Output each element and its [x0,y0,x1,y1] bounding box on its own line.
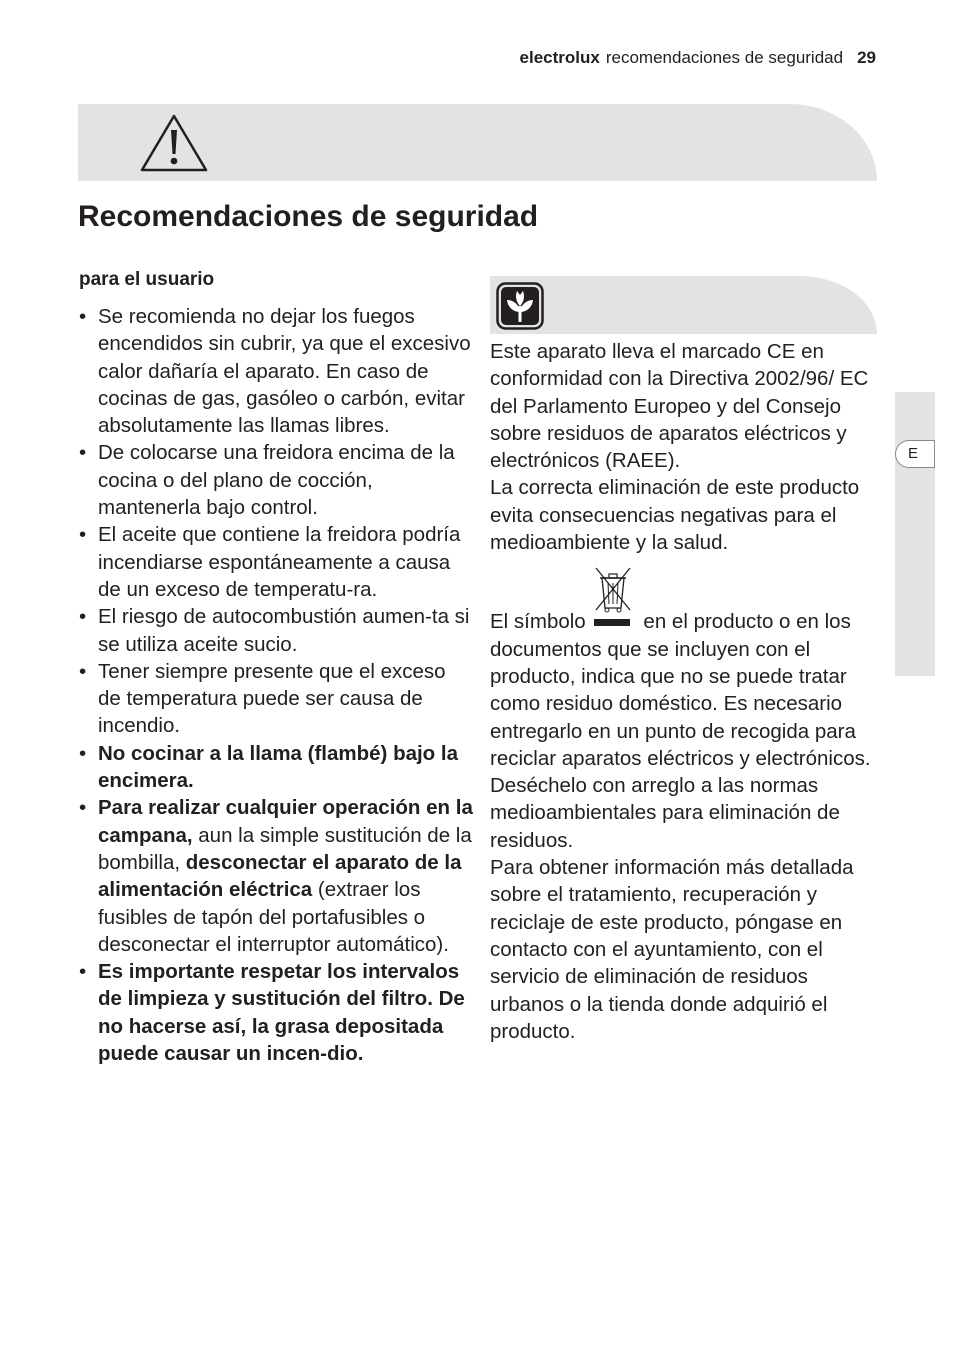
disposal-paragraph: La correcta eliminación de este producto evita consecuencias negativas para el medioambiente y la salud. [490,476,860,555]
bullet-list [79,303,474,1067]
list-item [79,439,474,521]
list-item [79,740,474,795]
bullet-text: Tener siempre presente que el exceso de temperatura puede ser causa de incendio. [98,659,446,738]
environment-banner [490,276,877,334]
bullet-text: El aceite que contiene la freidora podría incendiarse espontáneamente a causa de un exceso de temperatu-ra. [98,523,461,601]
user-recommendations [79,266,474,1067]
list-item [79,603,474,658]
page-title: Recomendaciones de seguridad [78,200,539,233]
list-item [79,521,474,603]
list-item [79,658,474,740]
list-item [79,958,474,1067]
bullet-text-bold: Para realizar cualquier operación en la campana, [98,796,473,847]
side-language-tab [895,392,935,676]
environment-info [490,338,880,1045]
symbol-paragraph [490,608,880,772]
ce-marking-paragraph: Este aparato lleva el marcado CE en conformidad con la Directiva 2002/96/ EC del Parlamento Europeo y del Consejo sobre residuos de aparatos eléctricos y electrónicos (RAEE). [490,340,869,473]
header-section: recomendaciones de seguridad [605,48,844,67]
brand-name: electrolux [519,48,600,67]
section-subheading: para el usuario [79,269,215,290]
language-marker: E [895,440,935,468]
bullet-text-bold: No cocinar a la llama (flambé) bajo la encimera. [98,741,459,793]
page-header [520,48,876,68]
symbol-text-before: El símbolo [490,610,586,634]
bullet-text: aun la simple sustitución de la bombilla, [98,823,472,874]
symbol-text-after: en el producto o en los documentos que se incluyen con el producto, indica que no se puede tratar como residuo doméstico. Es necesario entregarlo en un punto de recogida para reciclar aparatos eléctricos y electrónicos. [490,610,871,770]
bullet-text: El riesgo de autocombustión aumen-ta si se utiliza aceite sucio. [98,605,470,656]
contact-paragraph: Para obtener información más detallada sobre el tratamiento, recuperación y reciclaje de este producto, póngase en contacto con el ayuntamiento, con el servicio de eliminación de residuos urbanos o la tienda donde adquirió el producto. [490,856,854,1043]
bullet-text-bold: desconectar el aparato de la alimentación eléctrica [98,850,462,902]
warning-banner [78,104,877,181]
bullet-text: (extraer los fusibles de tapón del portafusibles o desconectar el interruptor automático). [98,878,449,956]
bullet-text: Se recomienda no dejar los fuegos encendidos sin cubrir, ya que el excesivo calor dañaría el aparato. En caso de cocinas de gas, gasóleo o carbón, evitar absolutamente las llamas libres. [98,305,471,438]
crossed-out-bin-icon [588,608,636,628]
bullet-text: De colocarse una freidora encima de la cocina o del plano de cocción, mantenerla bajo control. [98,441,455,520]
list-item [79,303,474,439]
list-item [79,794,474,958]
page-number: 29 [857,48,876,67]
standards-paragraph: Deséchelo con arreglo a las normas medioambientales para eliminación de residuos. [490,774,840,852]
warning-triangle-icon [138,112,210,174]
bullet-text-bold: Es importante respetar los intervalos de limpieza y sustitución del filtro. De no hacerse así, la grasa depositada puede causar un incen-dio. [98,960,465,1066]
eco-flower-icon [496,282,544,330]
